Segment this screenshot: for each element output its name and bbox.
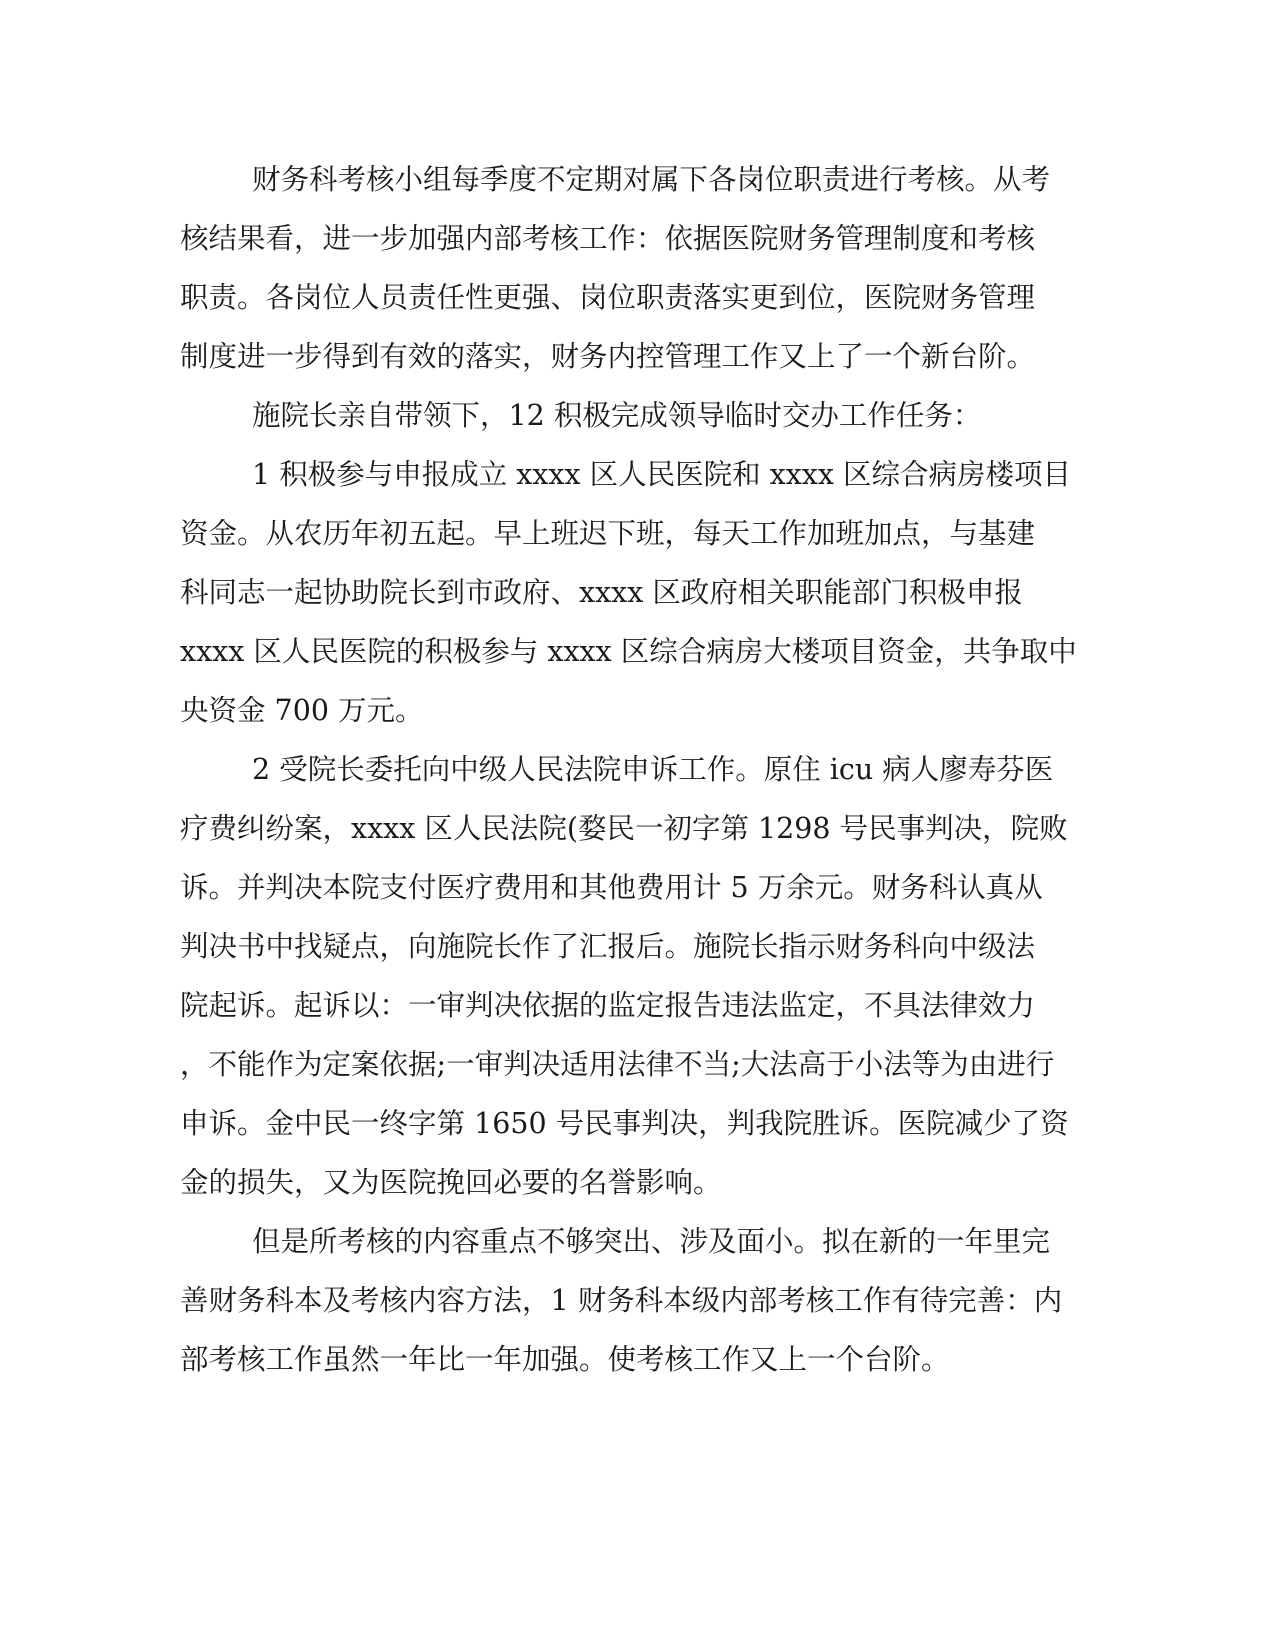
paragraph-4-line-6: ，不能作为定案依据;一审判决适用法律不当;大法高于小法等为由进行 <box>180 1048 1055 1081</box>
paragraph-4-line-2: 疗费纠纷案，xxxx 区人民法院(婺民一初字第 1298 号民事判决，院败 <box>180 812 1068 845</box>
paragraph-1-line-4: 制度进一步得到有效的落实，财务内控管理工作又上了一个新台阶。 <box>180 340 1036 373</box>
paragraph-1-line-2: 核结果看，进一步加强内部考核工作：依据医院财务管理制度和考核 <box>180 222 1036 255</box>
paragraph-5-line-3: 部考核工作虽然一年比一年加强。使考核工作又上一个台阶。 <box>180 1343 950 1376</box>
paragraph-4-line-3: 诉。并判决本院支付医疗费用和其他费用计 5 万余元。财务科认真从 <box>180 871 1043 904</box>
paragraph-5-line-1: 但是所考核的内容重点不够突出、涉及面小。拟在新的一年里完 <box>252 1225 1051 1258</box>
paragraph-4-line-1: 2 受院长委托向中级人民法院申诉工作。原住 icu 病人廖寿芬医 <box>252 753 1054 786</box>
paragraph-2-line-1: 施院长亲自带领下，12 积极完成领导临时交办工作任务： <box>252 399 982 432</box>
paragraph-3-line-5: 央资金 700 万元。 <box>180 694 424 727</box>
paragraph-3-line-3: 科同志一起协助院长到市政府、xxxx 区政府相关职能部门积极申报 <box>180 576 1023 609</box>
paragraph-4-line-5: 院起诉。起诉以：一审判决依据的监定报告违法监定，不具法律效力 <box>180 989 1036 1022</box>
paragraph-4-line-8: 金的损失，又为医院挽回必要的名誉影响。 <box>180 1166 722 1199</box>
paragraph-4-line-4: 判决书中找疑点，向施院长作了汇报后。施院长指示财务科向中级法 <box>180 930 1036 963</box>
paragraph-3-line-4: xxxx 区人民医院的积极参与 xxxx 区综合病房大楼项目资金，共争取中 <box>180 635 1077 668</box>
paragraph-4-line-7: 申诉。金中民一终字第 1650 号民事判决，判我院胜诉。医院减少了资 <box>180 1107 1069 1140</box>
paragraph-5-line-2: 善财务科本及考核内容方法，1 财务科本级内部考核工作有待完善：内 <box>180 1284 1063 1317</box>
paragraph-1-line-3: 职责。各岗位人员责任性更强、岗位职责落实更到位，医院财务管理 <box>180 281 1036 314</box>
paragraph-3-line-2: 资金。从农历年初五起。早上班迟下班，每天工作加班加点，与基建 <box>180 517 1036 550</box>
paragraph-3-line-1: 1 积极参与申报成立 xxxx 区人民医院和 xxxx 区综合病房楼项目 <box>252 458 1072 491</box>
paragraph-1-line-1: 财务科考核小组每季度不定期对属下各岗位职责进行考核。从考 <box>252 163 1051 196</box>
